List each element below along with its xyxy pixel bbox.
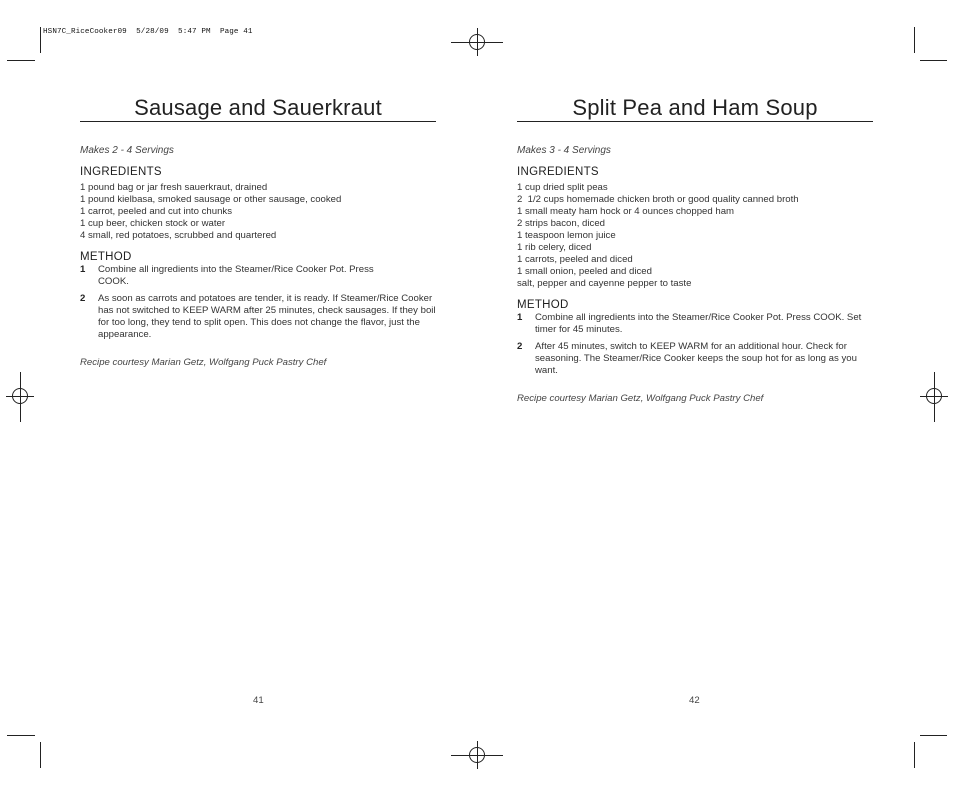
method-heading: METHOD — [517, 299, 569, 311]
ingredient-item: 1 pound kielbasa, smoked sausage or other sausage, cooked — [80, 194, 342, 205]
step-number: 2 — [517, 341, 523, 352]
ingredient-item: 1 carrots, peeled and diced — [517, 254, 633, 265]
step-text: As soon as carrots and potatoes are tender, it is ready. If Steamer/Rice Cooker has not switched to KEEP WARM after 25 minutes, check sausages. If they boil for too long, they tend to split open. This does not change the flavor, just the appearance. — [98, 293, 436, 340]
ingredient-item: 2 1/2 cups homemade chicken broth or good quality canned broth — [517, 194, 799, 205]
step-text: Combine all ingredients into the Steamer/Rice Cooker Pot. Press COOK. — [98, 264, 374, 287]
method-steps — [80, 264, 436, 341]
ingredients-list — [517, 182, 873, 290]
recipe-credit: Recipe courtesy Marian Getz, Wolfgang Puck Pastry Chef — [80, 357, 327, 368]
ingredient-item: 1 pound bag or jar fresh sauerkraut, drained — [80, 182, 268, 193]
ingredients-list — [80, 182, 436, 242]
ingredient-item: 1 cup dried split peas — [517, 182, 608, 193]
left-page-recipe — [80, 95, 436, 369]
step-text: After 45 minutes, switch to KEEP WARM for an additional hour. Check for seasoning. The Steamer/Rice Cooker keeps the soup hot for as long as you want. — [535, 341, 857, 376]
step-number: 1 — [80, 264, 86, 275]
ingredient-item: 1 teaspoon lemon juice — [517, 230, 616, 241]
ingredient-item: 1 rib celery, diced — [517, 242, 592, 253]
ingredients-heading: INGREDIENTS — [517, 166, 599, 178]
registration-mark-circle — [926, 388, 942, 404]
page-number: 42 — [689, 695, 700, 706]
registration-mark-circle — [469, 34, 485, 50]
print-slug-line: HSN7C_RiceCooker09 5/28/09 5:47 PM Page 41 — [43, 28, 253, 36]
recipe-title: Split Pea and Ham Soup — [517, 95, 873, 122]
ingredient-item: 1 cup beer, chicken stock or water — [80, 218, 226, 229]
crop-mark — [7, 735, 35, 736]
crop-mark — [40, 742, 41, 768]
ingredient-item: 1 carrot, peeled and cut into chunks — [80, 206, 232, 217]
step-number: 1 — [517, 312, 523, 323]
crop-mark — [40, 27, 41, 53]
crop-mark — [914, 742, 915, 768]
method-heading: METHOD — [80, 251, 132, 263]
method-steps — [517, 312, 873, 377]
method-step — [517, 341, 873, 377]
recipe-yield: Makes 3 - 4 Servings — [517, 145, 611, 156]
ingredients-heading: INGREDIENTS — [80, 166, 162, 178]
ingredient-item: 1 small onion, peeled and diced — [517, 266, 652, 277]
crop-mark — [920, 60, 947, 61]
ingredient-item: salt, pepper and cayenne pepper to taste — [517, 278, 692, 289]
step-text: Combine all ingredients into the Steamer/Rice Cooker Pot. Press COOK. Set timer for 45 minutes. — [535, 312, 862, 335]
crop-mark — [7, 60, 35, 61]
ingredient-item: 1 small meaty ham hock or 4 ounces chopped ham — [517, 206, 735, 217]
page-number: 41 — [253, 695, 264, 706]
ingredient-item: 4 small, red potatoes, scrubbed and quartered — [80, 230, 277, 241]
crop-mark — [920, 735, 947, 736]
right-page-recipe — [517, 95, 873, 405]
recipe-yield: Makes 2 - 4 Servings — [80, 145, 174, 156]
ingredient-item: 2 strips bacon, diced — [517, 218, 605, 229]
method-step — [80, 293, 436, 341]
registration-mark-circle — [469, 747, 485, 763]
step-number: 2 — [80, 293, 86, 304]
recipe-credit: Recipe courtesy Marian Getz, Wolfgang Puck Pastry Chef — [517, 393, 764, 404]
registration-mark-circle — [12, 388, 28, 404]
method-step — [80, 264, 436, 288]
crop-mark — [914, 27, 915, 53]
recipe-title: Sausage and Sauerkraut — [80, 95, 436, 122]
method-step — [517, 312, 873, 336]
